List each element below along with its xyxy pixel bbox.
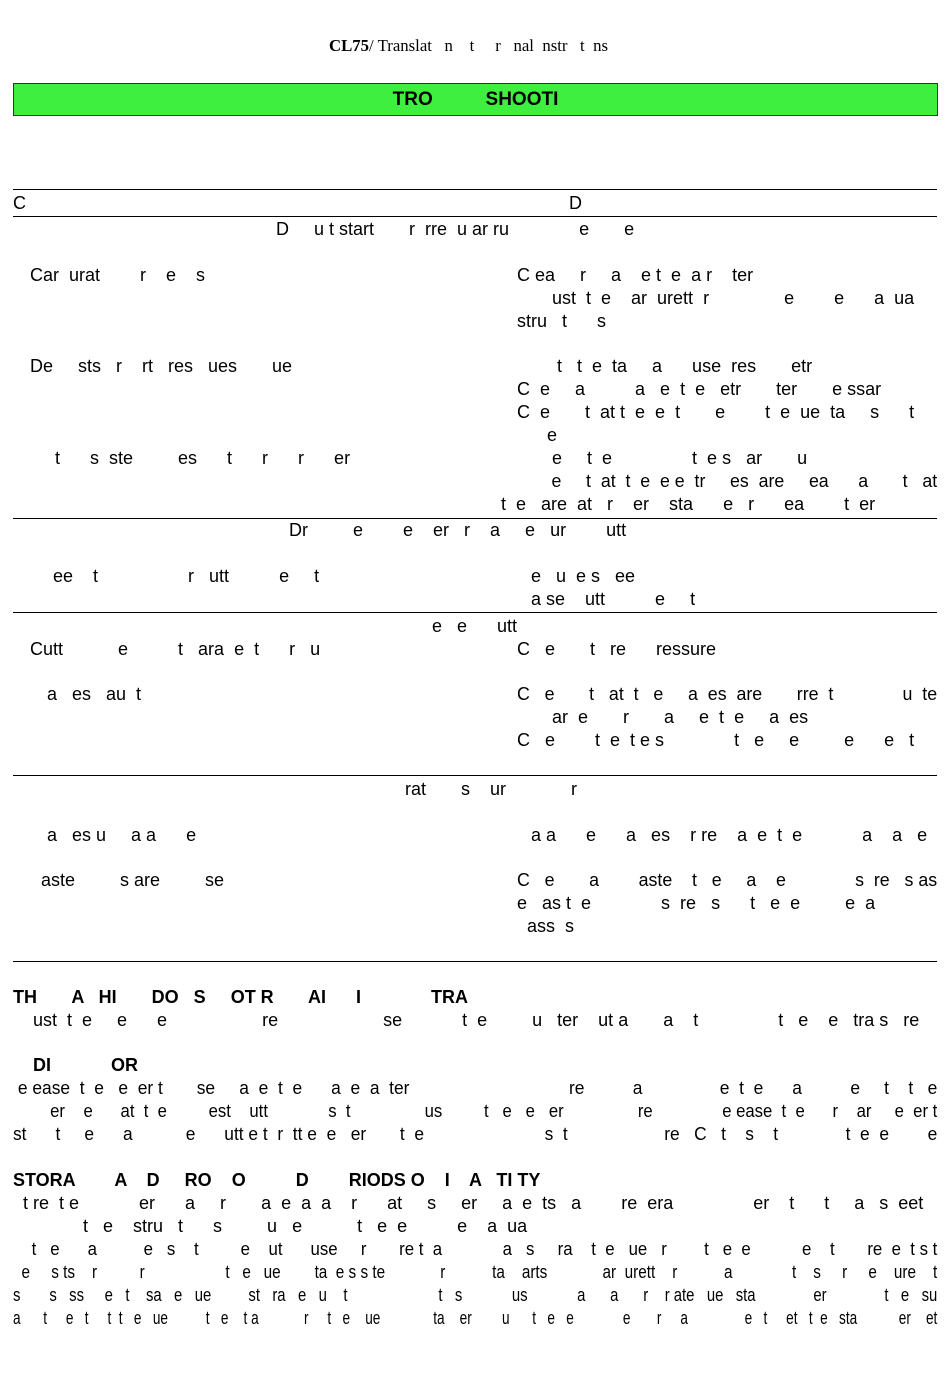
- note-line: e s ts r r t e ue ta e s s te r ta arts ar urett r a t s r e ure t: [13, 1262, 938, 1282]
- note-line: ust t e e e re se t e u ter ut a a t t e e tra s re: [13, 1010, 920, 1030]
- document-code: CL75: [328, 36, 370, 55]
- remedy-line: ass s: [517, 916, 575, 936]
- cause-text: t s ste es t r r er: [30, 448, 351, 468]
- document-header: [0, 36, 937, 56]
- cause-text: Cutt e t ara e t r u: [30, 639, 321, 659]
- remedy-line: e as t e s re s t e e e a: [517, 893, 876, 913]
- remedy-line: e t e t e s ar u: [517, 448, 808, 468]
- remedy-line: e t at t e e e tr es are ea a t at: [517, 471, 938, 491]
- remedy-line: C e a aste t e a e s re s as: [517, 870, 938, 890]
- note-line: s s ss e t sa e ue st ra e u t t s us a a r r ate ue sta er t e su: [13, 1285, 938, 1305]
- remedy-line: e u e s ee: [531, 566, 636, 586]
- note-heading: DI OR: [13, 1055, 139, 1075]
- remedy-line: stru t s: [517, 311, 607, 331]
- table-top-rule: [13, 189, 937, 190]
- remedy-line: C e a a e t e etr ter e ssar: [517, 379, 882, 399]
- document-title: / Translat n t r nal nstr t ns: [369, 36, 609, 55]
- remedy-line: t t e ta a use res etr: [517, 356, 813, 376]
- note-line: a t e t t t e ue t e t a r t e ue ta er u t e e e r a e t et t e sta er et: [13, 1308, 938, 1328]
- trouble-section-title: Dr e e er r a e ur utt: [289, 520, 627, 540]
- note-line: e ease t e e er t se a e t e a e a ter re a e t e a e t t e: [13, 1078, 938, 1098]
- table-bottom-rule: [13, 961, 937, 962]
- section-banner: TRO SHOOTI: [13, 83, 938, 116]
- remedy-line: C e t e t e s t e e e e t: [517, 730, 915, 750]
- remedy-line: C e t re ressure: [517, 639, 717, 659]
- note-line: t e stru t s u e t e e e a ua: [13, 1216, 528, 1236]
- cause-text: a es au t: [47, 684, 142, 704]
- remedy-line: ust t e ar urett r e e a ua: [517, 288, 915, 308]
- column-header-remedy: D: [569, 193, 582, 213]
- cause-text: ee t r utt e t: [53, 566, 320, 586]
- cause-text: aste s are se: [41, 870, 225, 890]
- note-heading: STORA A D RO O D RIODS O I A TI TY: [13, 1170, 541, 1190]
- remedy-line: ar e r a e t e a es: [517, 707, 809, 727]
- section-rule: [13, 612, 937, 613]
- remedy-line: C e t at t e a es are rre t u te: [517, 684, 938, 704]
- remedy-line: a se utt e t: [531, 589, 696, 609]
- cause-text: De sts r rt res ues ue: [30, 356, 293, 376]
- section-rule: [13, 775, 937, 776]
- table-header-rule: [13, 216, 937, 217]
- column-header-cause: C: [13, 193, 26, 213]
- note-line: t re t e er a r a e a a r at s er a e ts a re era er t t a s eet: [13, 1193, 924, 1213]
- remedy-line: C e t at t e e t e t e ue ta s t: [517, 402, 915, 422]
- trouble-section-title: rat s ur r: [405, 779, 578, 799]
- note-line: st t e a e utt e t r tt e e er t e s t re C t s t t e e e: [13, 1124, 938, 1144]
- note-line: t e a e s t e ut use r re t a a s ra t e ue r t e e e t re e t s t: [13, 1239, 938, 1259]
- remedy-line: C ea r a e t e a r ter: [517, 265, 754, 285]
- cause-text: Car urat r e s: [30, 265, 206, 285]
- remedy-line: a a e a es r re a e t e a a e: [531, 825, 928, 845]
- section-rule: [13, 518, 937, 519]
- remedy-line: e: [517, 425, 558, 445]
- note-heading: TH A HI DO S OT R AI I TRA: [13, 987, 469, 1007]
- trouble-section-title: D u t start r rre u ar ru e e: [276, 219, 635, 239]
- remedy-line: t e are at r er sta e r ea t er: [501, 494, 876, 514]
- cause-text: a es u a a e: [47, 825, 197, 845]
- trouble-section-title: e e utt: [432, 616, 518, 636]
- note-line: er e at t e est utt s t us t e e er re e ease t e r ar e er t: [13, 1101, 938, 1121]
